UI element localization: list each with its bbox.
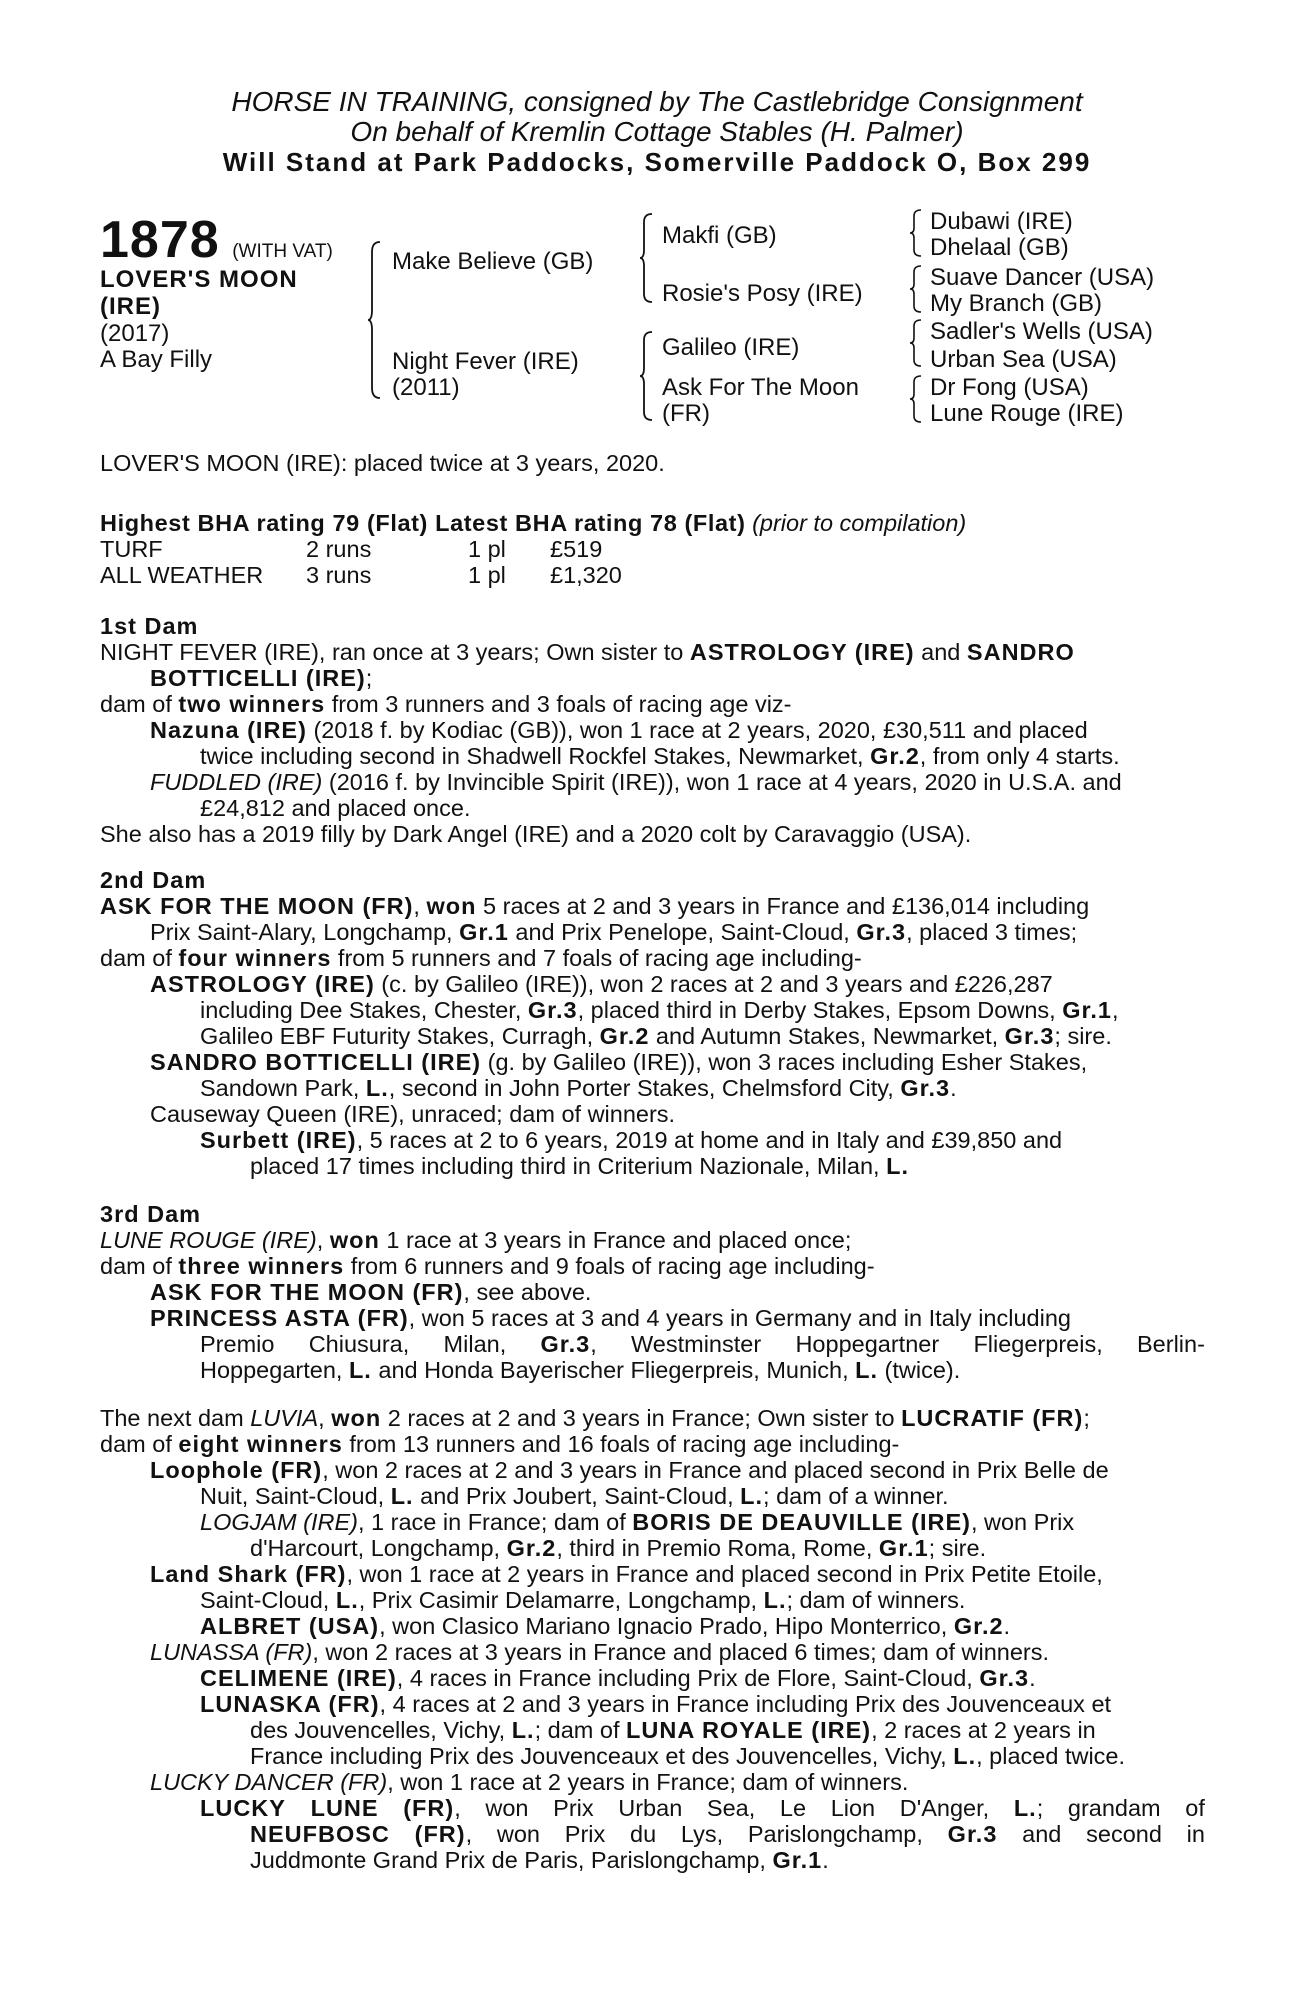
record-surface: TURF: [100, 536, 163, 562]
pedigree-dam-dam-line2: (FR): [662, 400, 710, 427]
horse-name-line1: LOVER'S MOON: [100, 266, 298, 293]
second-dam-line: Causeway Queen (IRE), unraced; dam of winners.: [150, 1101, 676, 1127]
pedigree-g2: Dhelaal (GB): [930, 234, 1069, 261]
first-dam-line: She also has a 2019 filly by Dark Angel (IRE) and a 2020 colt by Caravaggio (USA).: [100, 821, 972, 847]
record-runs: 3 runs: [306, 562, 372, 588]
race-summary: LOVER'S MOON (IRE): placed twice at 3 years, 2020.: [100, 450, 665, 476]
third-dam-line: Hoppegarten, L. and Honda Bayerischer Fliegerpreis, Munich, L. (twice).: [200, 1357, 961, 1383]
record-earnings: £1,320: [550, 562, 622, 588]
second-dam-line: Galileo EBF Futurity Stakes, Curragh, Gr.2 and Autumn Stakes, Newmarket, Gr.3; sire.: [200, 1023, 1112, 1049]
first-dam-line: Nazuna (IRE) (2018 f. by Kodiac (GB)), won 1 race at 2 years, 2020, £30,511 and placed: [150, 717, 1088, 743]
g-brace-2: [910, 264, 922, 314]
pedigree-g6: Urban Sea (USA): [930, 346, 1117, 373]
horse-foaling-year: (2017): [100, 320, 170, 347]
pedigree-sire-dam: Rosie's Posy (IRE): [662, 280, 863, 307]
record-places: 1 pl: [468, 536, 506, 562]
next-dam-line: LUCKY DANCER (FR), won 1 race at 2 years in France; dam of winners.: [150, 1769, 909, 1795]
next-dam-line: Saint-Cloud, L., Prix Casimir Delamarre, Longchamp, L.; dam of winners.: [200, 1587, 966, 1613]
bha-ratings: [100, 512, 966, 536]
sire-line-brace: [640, 212, 654, 304]
first-dam-heading: 1st Dam: [100, 613, 199, 639]
pedigree-g8: Lune Rouge (IRE): [930, 400, 1124, 427]
second-dam-line: ASK FOR THE MOON (FR), won 5 races at 2 and 3 years in France and £136,014 including: [100, 893, 1090, 919]
first-dam-line: twice including second in Shadwell Rockfel Stakes, Newmarket, Gr.2, from only 4 starts.: [200, 743, 1120, 769]
bha-ratings-text: Highest BHA rating 79 (Flat) Latest BHA rating 78 (Flat): [100, 510, 746, 536]
bha-ratings-note: (prior to compilation): [752, 510, 967, 536]
horse-description: A Bay Filly: [100, 346, 213, 373]
lot-number: 1878: [100, 211, 220, 269]
second-dam-heading: 2nd Dam: [100, 867, 207, 893]
vat-note: (WITH VAT): [232, 241, 333, 262]
pedigree-sire: Make Believe (GB): [392, 248, 594, 275]
next-dam-line: NEUFBOSC (FR), won Prix du Lys, Parislongchamp, Gr.3 and second in: [250, 1821, 1205, 1847]
next-dam-line: des Jouvencelles, Vichy, L.; dam of LUNA ROYALE (IRE), 2 races at 2 years in: [250, 1717, 1096, 1743]
second-dam-line: including Dee Stakes, Chester, Gr.3, placed third in Derby Stakes, Epsom Downs, Gr.1,: [200, 997, 1119, 1023]
record-surface: ALL WEATHER: [100, 562, 264, 588]
record-earnings: £519: [550, 536, 603, 562]
catalogue-header-vendor: On behalf of Kremlin Cottage Stables (H. Palmer): [350, 116, 964, 147]
horse-name-line2: (IRE): [100, 293, 161, 320]
record-places: 1 pl: [468, 562, 506, 588]
g-brace-3: [910, 318, 922, 368]
pedigree-g7: Dr Fong (USA): [930, 374, 1089, 401]
third-dam-line: LUNE ROUGE (IRE), won 1 race at 3 years in France and placed once;: [100, 1227, 852, 1253]
third-dam-line: dam of three winners from 6 runners and 9 foals of racing age including-: [100, 1253, 875, 1279]
pedigree-dam-line2: (2011): [392, 374, 460, 401]
next-dam-line: Loophole (FR), won 2 races at 2 and 3 years in France and placed second in Prix Belle de: [150, 1457, 1109, 1483]
first-dam-line: FUDDLED (IRE) (2016 f. by Invincible Spirit (IRE)), won 1 race at 4 years, 2020 in U.S.A. and: [150, 769, 1122, 795]
pedigree-dam-sire: Galileo (IRE): [662, 334, 800, 361]
second-dam-line: ASTROLOGY (IRE) (c. by Galileo (IRE)), won 2 races at 2 and 3 years and £226,287: [150, 971, 1053, 997]
next-dam-line: LUNASKA (FR), 4 races at 2 and 3 years in France including Prix des Jouvenceaux et: [200, 1691, 1112, 1717]
first-dam-line: dam of two winners from 3 runners and 3 foals of racing age viz-: [100, 691, 792, 717]
second-dam-line: placed 17 times including third in Criterium Nazionale, Milan, L.: [250, 1153, 909, 1179]
next-dam-line: LOGJAM (IRE), 1 race in France; dam of BORIS DE DEAUVILLE (IRE), won Prix: [200, 1509, 1075, 1535]
third-dam-line: Premio Chiusura, Milan, Gr.3, Westminster Hoppegartner Fliegerpreis, Berlin-: [200, 1331, 1205, 1357]
next-dam-line: d'Harcourt, Longchamp, Gr.2, third in Premio Roma, Rome, Gr.1; sire.: [250, 1535, 987, 1561]
record-runs: 2 runs: [306, 536, 372, 562]
pedigree-g5: Sadler's Wells (USA): [930, 318, 1153, 345]
next-dam-line: France including Prix des Jouvenceaux et des Jouvencelles, Vichy, L., placed twice.: [250, 1743, 1126, 1769]
lot-number-block: [100, 210, 333, 270]
first-dam-line: £24,812 and placed once.: [200, 795, 471, 821]
pedigree-dam-line1: Night Fever (IRE): [392, 348, 579, 375]
pedigree-sire-sire: Makfi (GB): [662, 222, 777, 249]
second-dam-line: dam of four winners from 5 runners and 7 foals of racing age including-: [100, 945, 862, 971]
first-dam-line: BOTTICELLI (IRE);: [150, 665, 373, 691]
pedigree-dam-dam-line1: Ask For The Moon: [662, 374, 859, 401]
next-dam-line: Nuit, Saint-Cloud, L. and Prix Joubert, Saint-Cloud, L.; dam of a winner.: [200, 1483, 949, 1509]
next-dam-line: LUNASSA (FR), won 2 races at 3 years in France and placed 6 times; dam of winners.: [150, 1639, 1050, 1665]
second-dam-line: Prix Saint-Alary, Longchamp, Gr.1 and Prix Penelope, Saint-Cloud, Gr.3, placed 3 times;: [150, 919, 1078, 945]
next-dam-line: ALBRET (USA), won Clasico Mariano Ignacio Prado, Hipo Monterrico, Gr.2.: [200, 1613, 1011, 1639]
next-dam-line: dam of eight winners from 13 runners and 16 foals of racing age including-: [100, 1431, 900, 1457]
second-dam-line: Sandown Park, L., second in John Porter Stakes, Chelmsford City, Gr.3.: [200, 1075, 957, 1101]
pedigree-g4: My Branch (GB): [930, 290, 1103, 317]
g-brace-4: [910, 374, 922, 424]
g-brace-1: [910, 208, 922, 258]
catalogue-header-location: Will Stand at Park Paddocks, Somerville Paddock O, Box 299: [222, 147, 1092, 177]
next-dam-line: The next dam LUVIA, won 2 races at 2 and 3 years in France; Own sister to LUCRATIF (FR);: [100, 1405, 1090, 1431]
third-dam-heading: 3rd Dam: [100, 1201, 202, 1227]
next-dam-line: Juddmonte Grand Prix de Paris, Parislongchamp, Gr.1.: [250, 1847, 829, 1873]
second-dam-line: SANDRO BOTTICELLI (IRE) (g. by Galileo (IRE)), won 3 races including Esher Stakes,: [150, 1049, 1088, 1075]
pedigree-g1: Dubawi (IRE): [930, 208, 1073, 235]
third-dam-line: ASK FOR THE MOON (FR), see above.: [150, 1279, 592, 1305]
next-dam-line: LUCKY LUNE (FR), won Prix Urban Sea, Le Lion D'Anger, L.; grandam of: [200, 1795, 1205, 1821]
next-dam-line: CELIMENE (IRE), 4 races in France including Prix de Flore, Saint-Cloud, Gr.3.: [200, 1665, 1036, 1691]
second-dam-line: Surbett (IRE), 5 races at 2 to 6 years, 2019 at home and in Italy and £39,850 and: [200, 1127, 1063, 1153]
pedigree-g3: Suave Dancer (USA): [930, 264, 1155, 291]
next-dam-line: Land Shark (FR), won 1 race at 2 years in France and placed second in Prix Petite Etoile,: [150, 1561, 1103, 1587]
third-dam-line: PRINCESS ASTA (FR), won 5 races at 3 and 4 years in Germany and in Italy including: [150, 1305, 1071, 1331]
sire-dam-brace: [368, 240, 382, 400]
first-dam-line: NIGHT FEVER (IRE), ran once at 3 years; Own sister to ASTROLOGY (IRE) and SANDRO: [100, 639, 1075, 665]
dam-line-brace: [640, 330, 654, 422]
catalogue-header-consignor: HORSE IN TRAINING, consigned by The Castlebridge Consignment: [231, 86, 1083, 117]
